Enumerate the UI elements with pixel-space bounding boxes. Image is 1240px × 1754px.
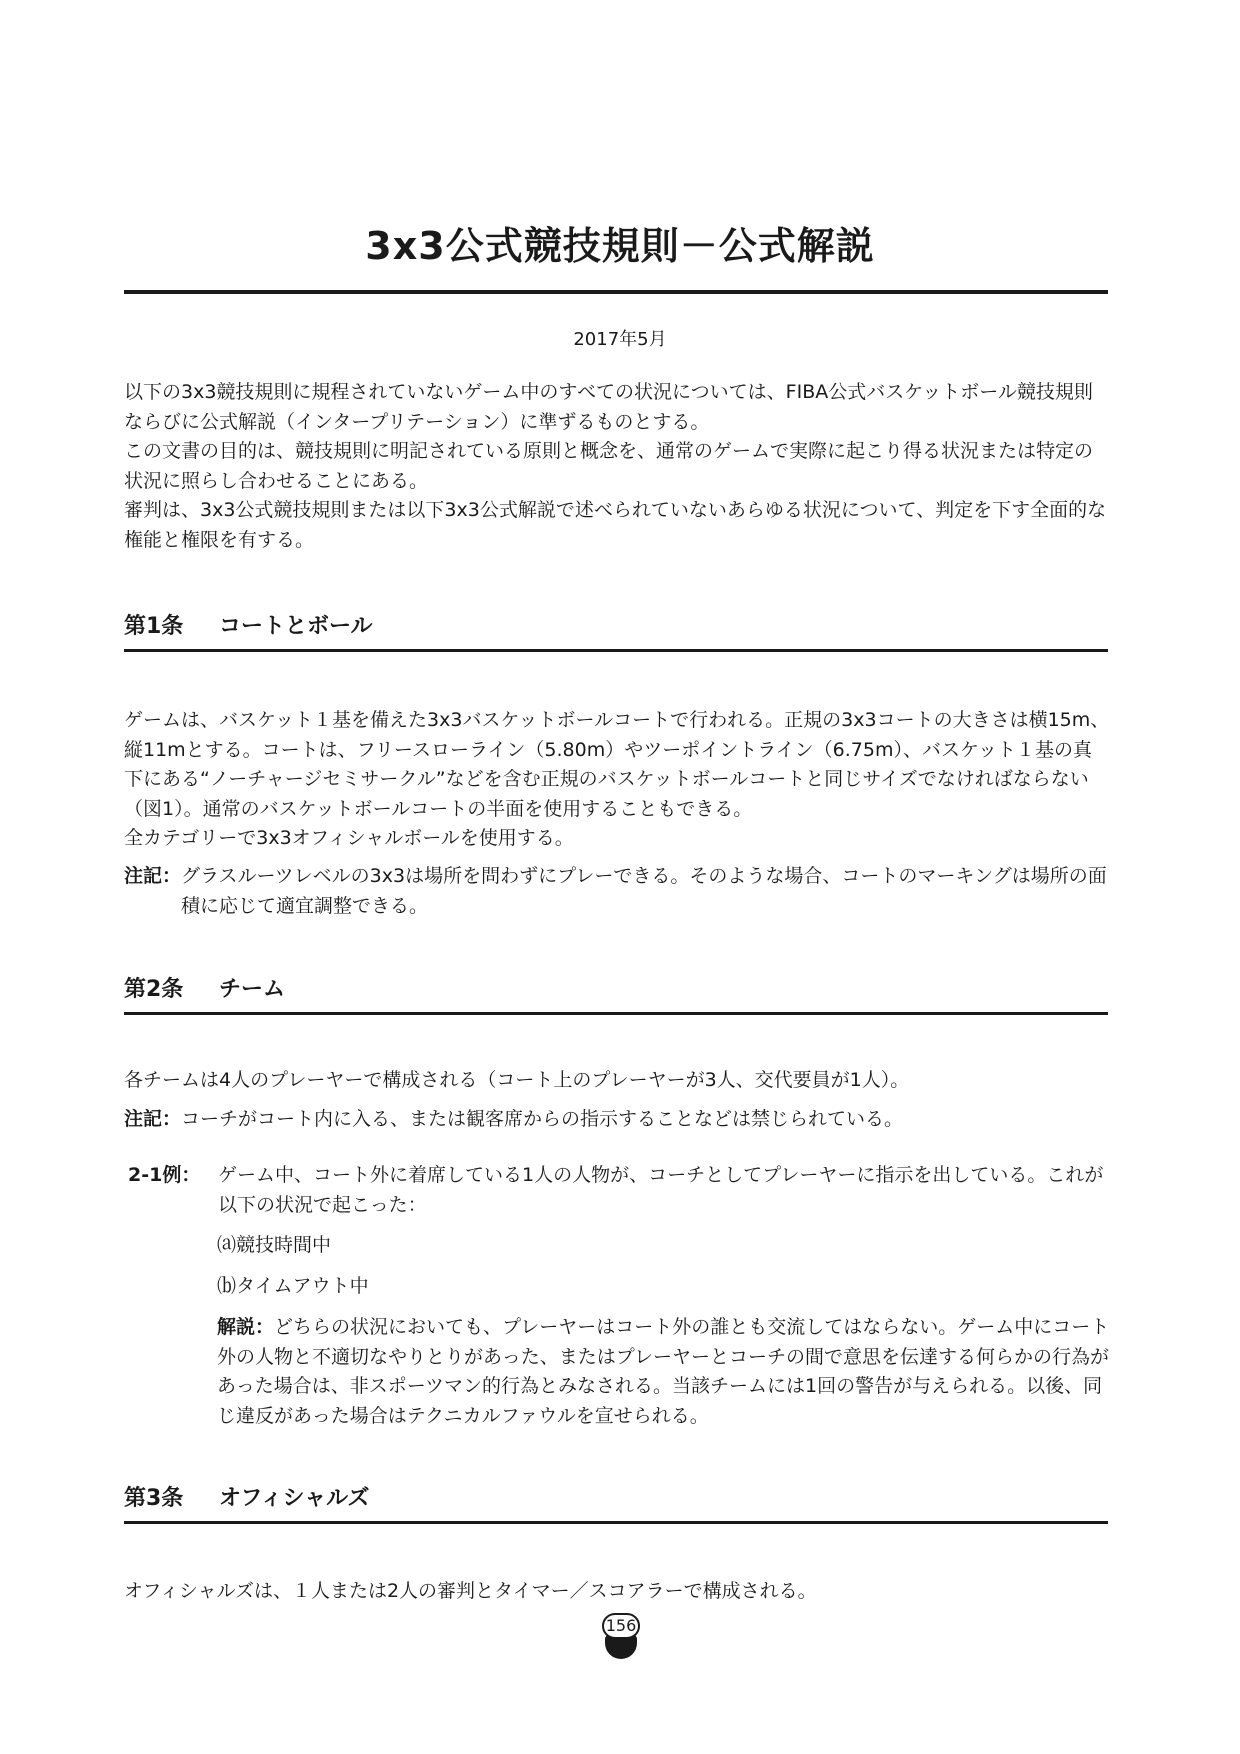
explanation-label: 解説：	[217, 1316, 275, 1338]
section-1-note	[124, 862, 1110, 921]
section-3-heading	[124, 1484, 369, 1514]
title-divider	[124, 290, 1108, 294]
section-2-divider	[124, 1012, 1108, 1015]
intro-paragraph-3: 審判は、3x3公式競技規則または以下3x3公式解説で述べられていないあらゆる状況について、判定を下す全面的な権能と権限を有する。	[124, 499, 1107, 551]
section-3-title: オフィシャルズ	[219, 1486, 370, 1511]
explanation-text: どちらの状況においても、プレーヤーはコート外の誰とも交流してはならない。ゲーム中にコート外の人物と不適切なやりとりがあった、またはプレーヤーとコーチの間で意思を伝達する何らかの行為があった場合は、非スポーツマン的行為とみなされる。当該チームには1回の警告が与えられる。以後、同じ違反があった場合はテクニカルファウルを宣せられる。	[217, 1316, 1110, 1427]
note-label: 注記：	[124, 865, 182, 887]
explanation	[217, 1313, 1110, 1431]
section-3-divider	[124, 1521, 1108, 1524]
page-number	[602, 1613, 640, 1673]
section-2-number: 第2条	[124, 977, 184, 1002]
intro-paragraph-2: この文書の目的は、競技規則に明記されている原則と概念を、通常のゲームで実際に起こり得る状況または特定の状況に照らし合わせることにある。	[124, 440, 1094, 492]
publication-date: 2017年5月	[573, 329, 667, 350]
section-1-body-1: ゲームは、バスケット１基を備えた3x3バスケットボールコートで行われる。正規の3x3コートの大きさは横15m、縦11mとする。コートは、フリースローライン（5.80m）やツーポイントライン（6.75m）、バスケット１基の真下にある“ノーチャージセミサークル”などを含む正規のバスケットボールコートと同じサイズでなければならない（図1）。通常のバスケットボールコートの半面を使用することもできる。	[124, 709, 1110, 820]
section-1-heading	[124, 612, 373, 642]
section-2-heading	[124, 975, 285, 1005]
section-1-title: コートとボール	[219, 614, 373, 639]
section-1-number: 第1条	[124, 614, 184, 639]
note-text: コーチがコート内に入る、または観客席からの指示することなどは禁じられている。	[181, 1108, 904, 1130]
case-a: ⒜競技時間中	[217, 1234, 332, 1256]
section-3-number: 第3条	[124, 1486, 184, 1511]
example-2-1	[128, 1161, 1110, 1220]
section-3-body-1: オフィシャルズは、１人または2人の審判とタイマー／スコアラーで構成される。	[124, 1580, 817, 1602]
note-text: グラスルーツレベルの3x3は場所を問わずにプレーできる。そのような場合、コートのマーキングは場所の面積に応じて適宜調整できる。	[181, 865, 1107, 917]
section-1-divider	[124, 649, 1108, 652]
document-title: 3x3公式競技規則－公式解説	[365, 224, 875, 268]
case-b: ⒝タイムアウト中	[217, 1275, 369, 1297]
section-2-note	[124, 1105, 1110, 1135]
example-text: ゲーム中、コート外に着席している1人の人物が、コーチとしてプレーヤーに指示を出している。これが以下の状況で起こった：	[218, 1164, 1104, 1216]
page-number-label: 156	[602, 1613, 640, 1639]
section-1-body-2: 全カテゴリーで3x3オフィシャルボールを使用する。	[124, 827, 574, 849]
section-2-body-1: 各チームは4人のプレーヤーで構成される（コート上のプレーヤーが3人、交代要員が1人）。	[124, 1069, 910, 1091]
note-label: 注記：	[124, 1108, 182, 1130]
intro-paragraph-1: 以下の3x3競技規則に規程されていないゲーム中のすべての状況については、FIBA公式バスケットボール競技規則ならびに公式解説（インタープリテーション）に準ずるものとする。	[124, 381, 1093, 433]
example-label: 2-1例：	[128, 1164, 201, 1186]
section-2-title: チーム	[219, 977, 286, 1002]
